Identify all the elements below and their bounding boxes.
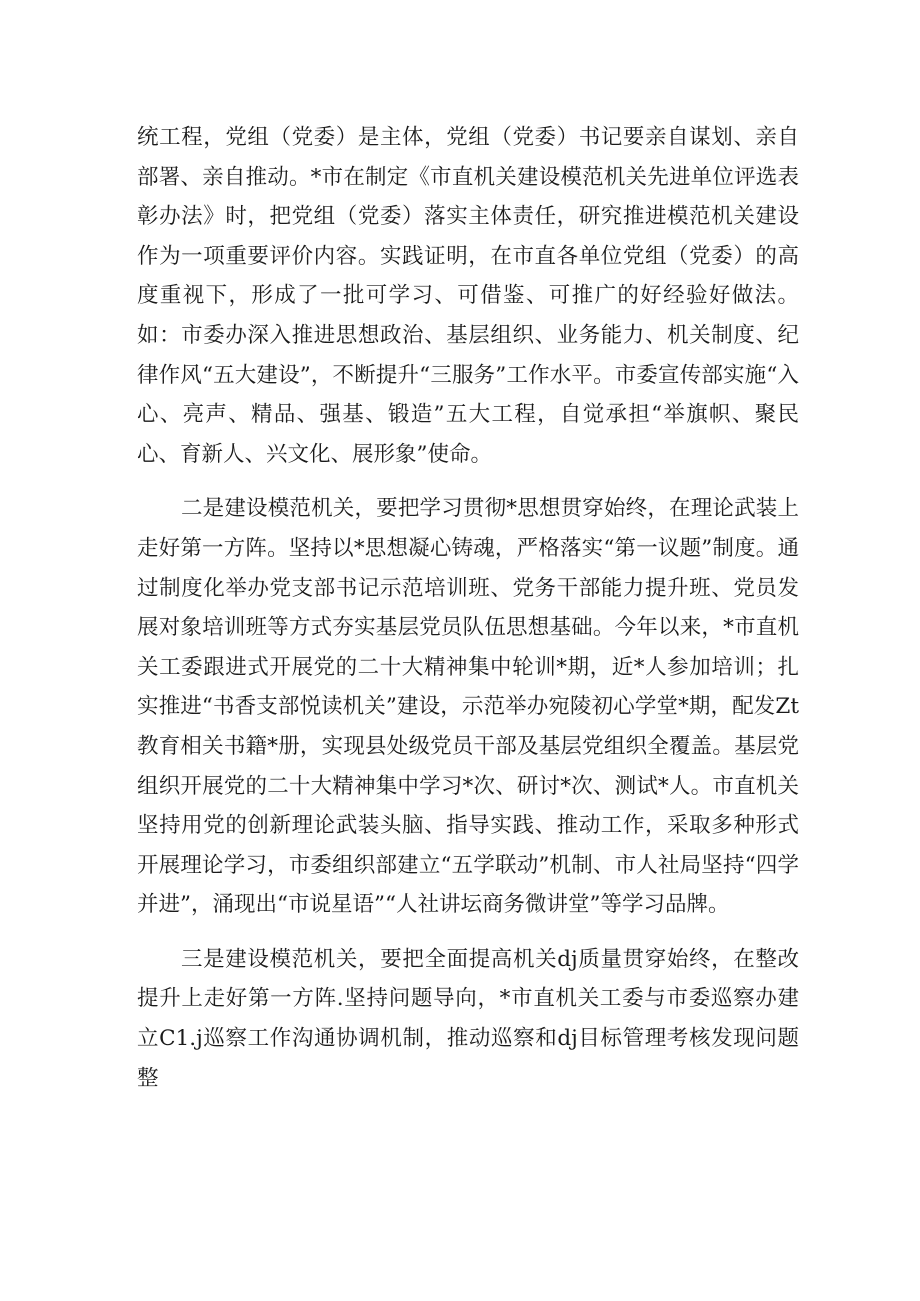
paragraph-point-two: 二是建设模范机关，要把学习贯彻*思想贯穿始终，在理论武装上走好第一方阵。坚持以*思想凝心铸魂，严格落实“第一议题”制度。通过制度化举办党支部书记示范培训班、党务干部能力提升班、党员发展对象培训班等方式夯实基层党员队伍思想基础。今年以来，*市直机关工委跟进式开展党的二十大精神集中轮训*期，近*人参加培训；扎实推进“书香支部悦读机关”建设，示范举办宛陵初心学堂*期，配发Zt教育相关书籍*册，实现县处级党员干部及基层党组织全覆盖。基层党组织开展党的二十大精神集中学习*次、研讨*次、测试*人。市直机关坚持用党的创新理论武装头脑、指导实践、推动工作，采取多种形式开展理论学习，市委组织部建立“五学联动”机制、市人社局坚持“四学并进”，涌现出“市说星语”“人社讲坛商务微讲堂”等学习品牌。 bbox=[137, 496, 799, 918]
document-body bbox=[137, 118, 799, 1113]
paragraph-point-three: 三是建设模范机关，要把全面提高机关dj质量贯穿始终，在整改提升上走好第一方阵.坚持问题导向，*市直机关工委与市委巡察办建立C1.j巡察工作沟通协调机制，推动巡察和dj目标管理考核发现问题整 bbox=[137, 946, 799, 1091]
paragraph-continuation: 统工程，党组（党委）是主体，党组（党委）书记要亲自谋划、亲自部署、亲自推动。*市在制定《市直机关建设模范机关先进单位评选表彰办法》时，把党组（党委）落实主体责任，研究推进模范机关建设作为一项重要评价内容。实践证明，在市直各单位党组（党委）的高度重视下，形成了一批可学习、可借鉴、可推广的好经验好做法。如：市委办深入推进思想政治、基层组织、业务能力、机关制度、纪律作风“五大建设”，不断提升“三服务”工作水平。市委宣传部实施“入心、亮声、精品、强基、锻造”五大工程，自觉承担“举旗帜、聚民心、育新人、兴文化、展形象”使命。 bbox=[137, 125, 799, 467]
